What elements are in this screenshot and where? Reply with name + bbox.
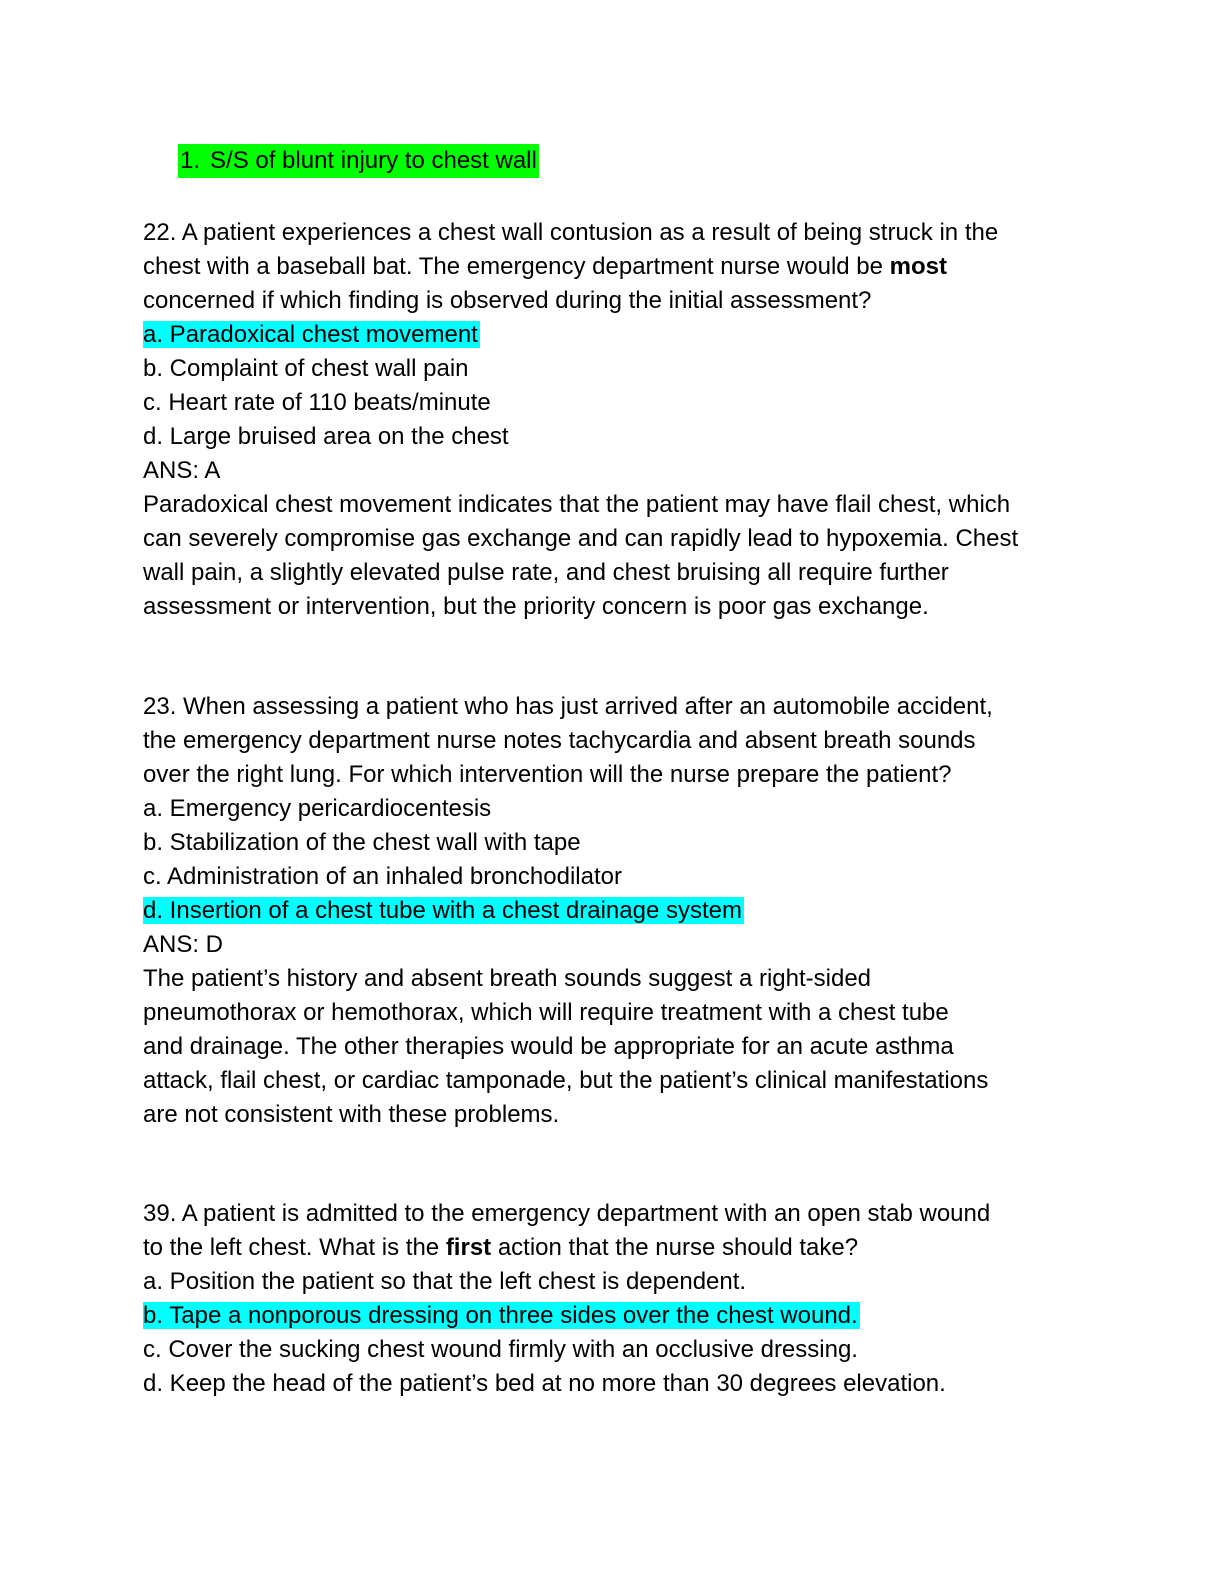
answer-key: ANS: A: [143, 457, 221, 484]
option-d: d. Large bruised area on the chest: [143, 423, 509, 450]
question-stem-line: to the left chest. What is the first action that the nurse should take?: [143, 1234, 859, 1261]
heading-text: S/S of blunt injury to chest wall: [210, 147, 537, 174]
heading-number: 1.: [180, 147, 201, 174]
option-a: a. Position the patient so that the left chest is dependent.: [143, 1268, 747, 1295]
question-stem-line: the emergency department nurse notes tachycardia and absent breath sounds: [143, 727, 976, 754]
section-heading: [178, 144, 539, 178]
option-a-correct: a. Paradoxical chest movement: [143, 321, 478, 348]
rationale-line: pneumothorax or hemothorax, which will require treatment with a chest tube: [143, 999, 949, 1026]
emphasis-most: most: [889, 253, 948, 280]
question-stem-line: over the right lung. For which intervention will the nurse prepare the patient?: [143, 761, 952, 788]
option-b: b. Stabilization of the chest wall with tape: [143, 829, 581, 856]
rationale-line: attack, flail chest, or cardiac tamponade, but the patient’s clinical manifestations: [143, 1067, 989, 1094]
question-stem-line: 23. When assessing a patient who has just arrived after an automobile accident,: [143, 693, 993, 720]
answer-key: ANS: D: [143, 931, 224, 958]
option-b: b. Complaint of chest wall pain: [143, 355, 469, 382]
question-stem-line: 39. A patient is admitted to the emergency department with an open stab wound: [143, 1200, 991, 1227]
option-c: c. Heart rate of 110 beats/minute: [143, 389, 491, 416]
option-b-correct: b. Tape a nonporous dressing on three sides over the chest wound.: [143, 1302, 858, 1329]
question-stem-line: chest with a baseball bat. The emergency department nurse would be most: [143, 253, 948, 280]
option-c: c. Cover the sucking chest wound firmly with an occlusive dressing.: [143, 1336, 858, 1363]
question-23: [143, 690, 1083, 1132]
emphasis-first: first: [445, 1234, 492, 1261]
rationale-line: wall pain, a slightly elevated pulse rate, and chest bruising all require further: [143, 559, 949, 586]
question-stem-line: concerned if which finding is observed during the initial assessment?: [143, 287, 872, 314]
option-c: c. Administration of an inhaled bronchodilator: [143, 863, 622, 890]
rationale-line: Paradoxical chest movement indicates that the patient may have flail chest, which: [143, 491, 1011, 518]
rationale-line: can severely compromise gas exchange and can rapidly lead to hypoxemia. Chest: [143, 525, 1019, 552]
question-stem-line: 22. A patient experiences a chest wall contusion as a result of being struck in the: [143, 219, 999, 246]
rationale-line: and drainage. The other therapies would be appropriate for an acute asthma: [143, 1033, 954, 1060]
option-d: d. Keep the head of the patient’s bed at no more than 30 degrees elevation.: [143, 1370, 946, 1397]
question-39: [143, 1197, 1083, 1401]
rationale-line: are not consistent with these problems.: [143, 1101, 560, 1128]
rationale-line: assessment or intervention, but the priority concern is poor gas exchange.: [143, 593, 929, 620]
option-d-correct: d. Insertion of a chest tube with a chest drainage system: [143, 897, 742, 924]
option-a: a. Emergency pericardiocentesis: [143, 795, 492, 822]
question-22: [143, 216, 1083, 624]
rationale-line: The patient’s history and absent breath sounds suggest a right-sided: [143, 965, 872, 992]
